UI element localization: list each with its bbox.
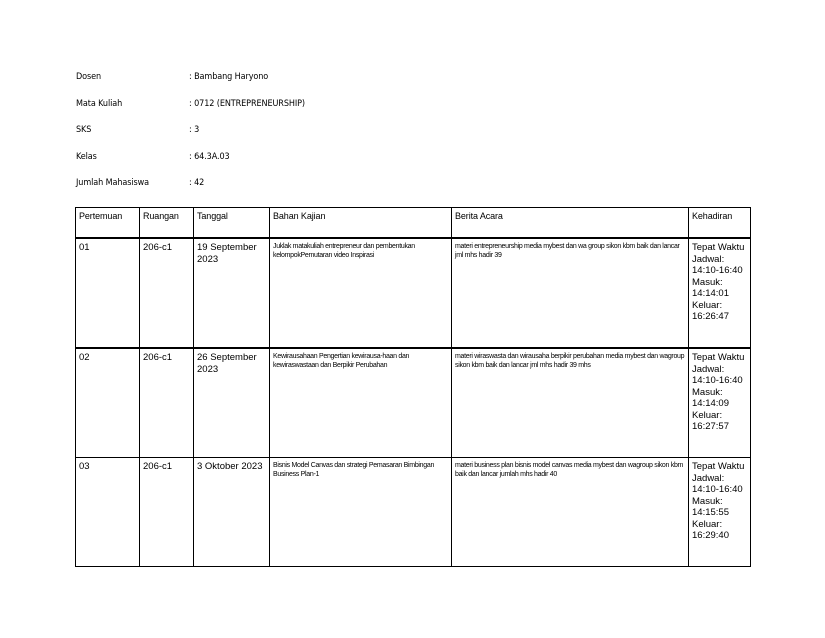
cell-bahan-kajian: Juklak matakuliah entrepreneur dan pembentukan kelompokPemutaran video Inspirasi bbox=[270, 238, 452, 348]
table-header-row bbox=[76, 208, 751, 239]
cell-pertemuan: 02 bbox=[76, 348, 140, 458]
table-row bbox=[76, 458, 751, 567]
dosen-label: Dosen bbox=[76, 72, 102, 82]
jumlah-label: Jumlah Mahasiswa bbox=[76, 178, 150, 188]
cell-berita-acara: materi wiraswasta dan wirausaha berpikir perubahan media mybest dan wagroup sikon kbm baik dan lancar jml mhs hadir 39 mhs bbox=[452, 348, 689, 458]
cell-berita-acara: materi business plan bisnis model canvas media mybest dan wagroup sikon kbm baik dan lancar jumlah mhs hadir 40 bbox=[452, 458, 689, 567]
header-ruangan: Ruangan bbox=[140, 208, 194, 239]
cell-bahan-kajian: Kewirausahaan Pengertian kewirausa-haan dan kewiraswastaan dan Berpikir Perubahan bbox=[270, 348, 452, 458]
cell-ruangan: 206-c1 bbox=[140, 458, 194, 567]
header-berita-acara: Berita Acara bbox=[452, 208, 689, 239]
cell-tanggal: 26 September 2023 bbox=[194, 348, 270, 458]
matakuliah-label: Mata Kuliah bbox=[76, 98, 123, 109]
header-kehadiran: Kehadiran bbox=[689, 208, 751, 239]
cell-ruangan: 206-c1 bbox=[140, 348, 194, 458]
attendance-table bbox=[75, 207, 751, 567]
header-pertemuan: Pertemuan bbox=[76, 208, 140, 239]
dosen-value: : Bambang Haryono bbox=[189, 72, 269, 82]
cell-pertemuan: 01 bbox=[76, 238, 140, 348]
jumlah-value: : 42 bbox=[189, 178, 205, 188]
header-tanggal: Tanggal bbox=[194, 208, 270, 239]
kelas-label: Kelas bbox=[76, 151, 97, 162]
cell-berita-acara: materi entrepreneurship media mybest dan wa group sikon kbm baik dan lancar jml mhs hadir 39 bbox=[452, 238, 689, 348]
kelas-value: : 64.3A.03 bbox=[189, 151, 230, 162]
header-bahan-kajian: Bahan Kajian bbox=[270, 208, 452, 239]
matakuliah-value: : 0712 (ENTREPRENEURSHIP) bbox=[189, 98, 305, 109]
sks-label: SKS bbox=[76, 125, 92, 135]
cell-tanggal: 3 Oktober 2023 bbox=[194, 458, 270, 567]
cell-kehadiran: Tepat Waktu Jadwal: 14:10-16:40 Masuk: 14:14:09 Keluar: 16:27:57 bbox=[689, 348, 751, 458]
cell-kehadiran: Tepat Waktu Jadwal: 14:10-16:40 Masuk: 14:14:01 Keluar: 16:26:47 bbox=[689, 238, 751, 348]
cell-pertemuan: 03 bbox=[76, 458, 140, 567]
cell-tanggal: 19 September 2023 bbox=[194, 238, 270, 348]
table-row bbox=[76, 238, 751, 348]
cell-bahan-kajian: Bisnis Model Canvas dan strategi Pemasaran Bimbingan Business Plan-1 bbox=[270, 458, 452, 567]
table-row bbox=[76, 348, 751, 458]
cell-kehadiran: Tepat Waktu Jadwal: 14:10-16:40 Masuk: 14:15:55 Keluar: 16:29:40 bbox=[689, 458, 751, 567]
cell-ruangan: 206-c1 bbox=[140, 238, 194, 348]
sks-value: : 3 bbox=[189, 125, 200, 135]
